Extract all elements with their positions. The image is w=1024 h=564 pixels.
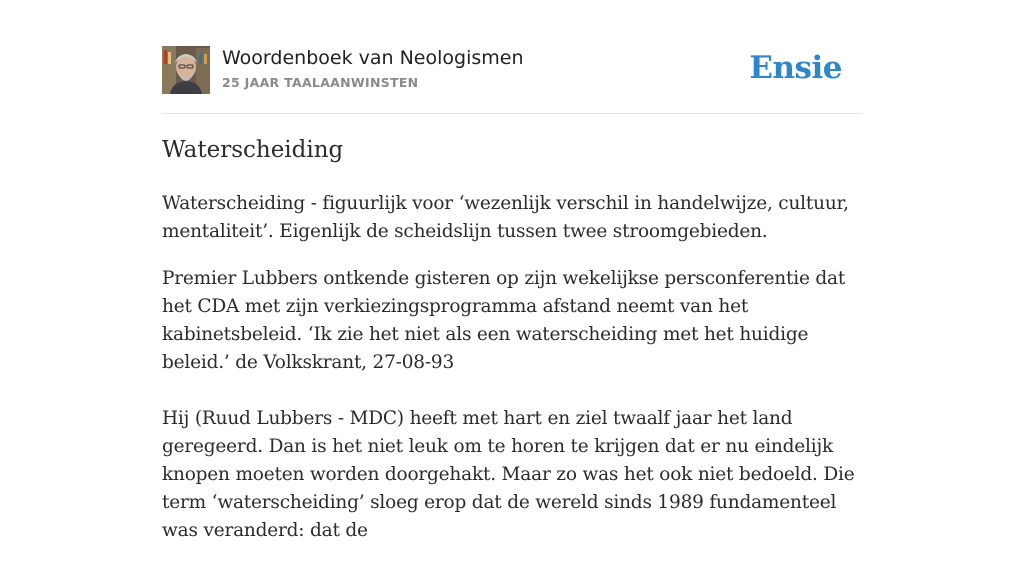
- quote-paragraph: Hij (Ruud Lubbers - MDC) heeft met hart en ziel twaalf jaar het land geregeerd. Dan is het niet leuk om te horen te krijgen dat er nu eindelijk knopen moeten worden doorgehakt. Maar zo was het ook niet bedoeld. Die term ‘waterscheiding’ sloeg erop dat de wereld sinds 1989 fundamenteel was veranderd: dat de: [162, 408, 855, 541]
- blog-title[interactable]: Woordenboek van Neologismen: [222, 47, 524, 69]
- quote-paragraph: Premier Lubbers ontkende gisteren op zijn wekelijkse persconferentie dat het CDA met zijn verkiezingsprogramma afstand neemt van het kabinetsbeleid. ‘Ik zie het niet als een waterscheiding met het huidige beleid.’ de Volkskrant, 27-08-93: [162, 268, 846, 373]
- author-avatar[interactable]: [162, 46, 210, 94]
- blog-header: [162, 46, 862, 96]
- blog-subtitle: 25 JAAR TAALAANWINSTEN: [222, 75, 419, 90]
- article-body: [162, 190, 862, 564]
- header-divider: [162, 113, 862, 114]
- definition-paragraph: Waterscheiding - figuurlijk voor ‘wezenlijk verschil in handelwijze, cultuur, mentaliteit’. Eigenlijk de scheidslijn tussen twee stroomgebieden.: [162, 193, 849, 242]
- line-break: [162, 377, 862, 405]
- author-photo-icon: [162, 46, 210, 94]
- ensie-logo-link[interactable]: Ensie: [749, 50, 842, 86]
- page-title: Waterscheiding: [162, 137, 344, 163]
